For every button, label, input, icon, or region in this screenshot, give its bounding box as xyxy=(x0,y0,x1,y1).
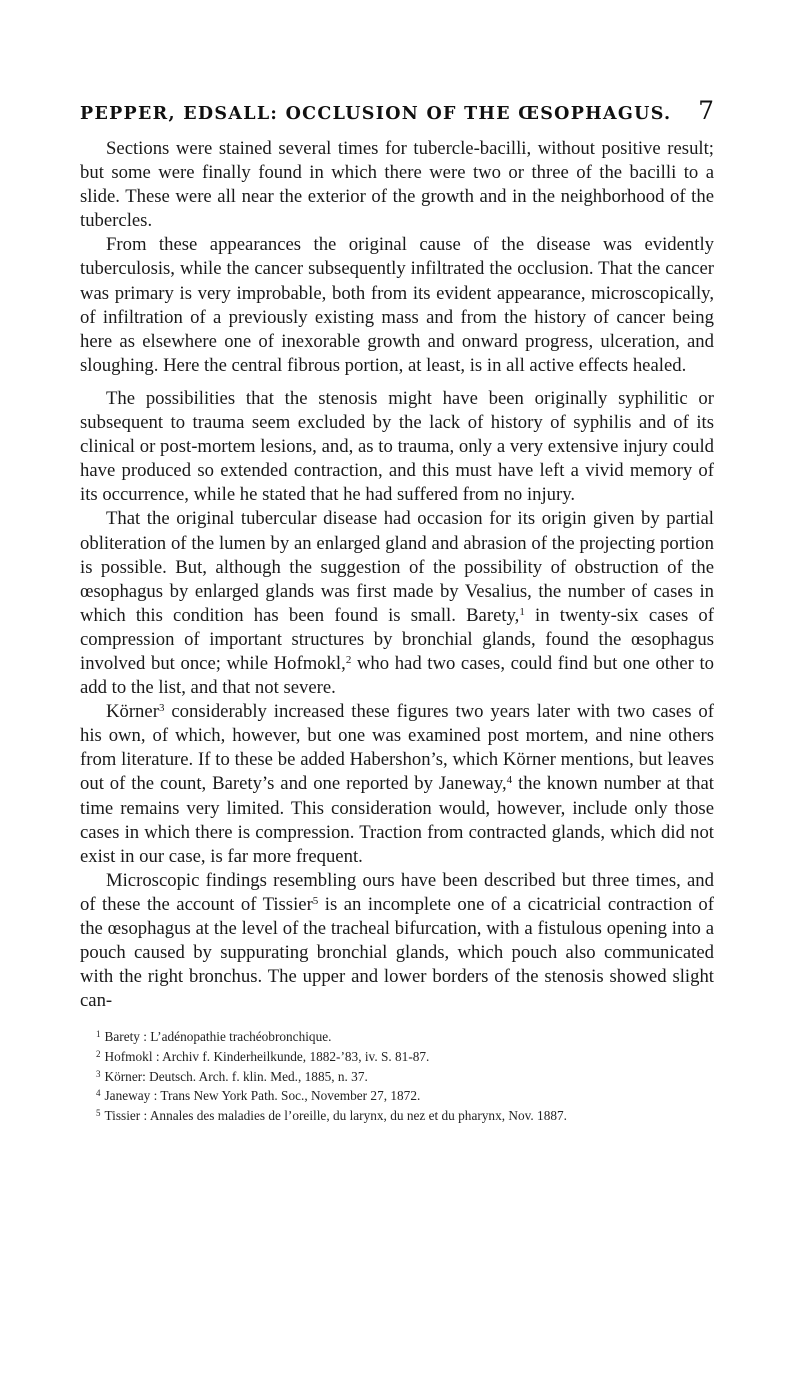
footnote-mark: 4 xyxy=(96,1088,101,1099)
footnote-mark: 3 xyxy=(96,1068,101,1079)
paragraph-text: is an incomplete one of a cicatricial contraction of the œsophagus at the level of the tracheal bifurcation, with a fistulous opening into a pouch caused by suppurating bronchial glands, which pouch also communicated with the right bronchus. The upper and lower borders of the stenosis showed slight can- xyxy=(80,893,714,1012)
footnote-mark: 1 xyxy=(96,1029,101,1040)
paragraph-text: who had two cases, could find but one other to add to the list, and that not severe. xyxy=(80,652,714,699)
footnote-mark: 5 xyxy=(96,1107,101,1118)
paragraph-text: Microscopic findings resembling ours have been described but three times, and of these the account of Tissier xyxy=(80,869,714,915)
paragraph-text: in twenty-six cases of compression of important structures by bronchial glands, found the œsophagus involved but once; while Hofmokl, xyxy=(80,604,714,674)
footnote xyxy=(80,1066,714,1086)
paragraph-text: considerably increased these figures two years later with two cases of his own, of which, however, but one was examined post mortem, and nine others from literature. If to these be added Habershon’s, which Körner mentions, but leaves out of the count, Barety’s and one reported by Janeway, xyxy=(80,701,714,795)
paragraph-text: From these appearances the original cause of the disease was evidently tuberculosis, while the cancer subsequently infiltrated the occlusion. That the cancer was primary is very improbable, both from its evident appearance, microscopically, of infiltration of a previously existing mass and from the history of cancer being here as elsewhere one of inexorable growth and onward progress, ulceration, and sloughing. Here the central fibrous portion, at least, is in all active effects healed. xyxy=(80,234,714,376)
footnotes xyxy=(80,1026,714,1124)
footnote xyxy=(80,1105,714,1125)
paragraph xyxy=(80,137,714,233)
paragraph xyxy=(80,233,714,378)
paragraph xyxy=(80,869,714,1014)
paragraph xyxy=(80,700,714,869)
footnote-ref[interactable]: 1 xyxy=(519,605,525,618)
footnote-text: Barety : L’adénopathie trachéobronchique. xyxy=(104,1029,332,1045)
footnote-ref[interactable]: 5 xyxy=(312,894,319,907)
page-number: 7 xyxy=(698,96,714,125)
footnote-mark: 2 xyxy=(96,1048,101,1059)
footnote-ref[interactable]: 2 xyxy=(345,653,352,666)
footnote xyxy=(80,1026,714,1046)
footnote xyxy=(80,1085,714,1105)
running-title: PEPPER, EDSALL: OCCLUSION OF THE ŒSOPHAGUS. xyxy=(80,104,672,124)
running-head xyxy=(80,96,714,125)
footnote-ref[interactable]: 3 xyxy=(158,702,165,715)
footnote-text: Tissier : Annales des maladies de l’oreille, du larynx, du nez et du pharynx, Nov. 1887. xyxy=(104,1107,567,1123)
footnote xyxy=(80,1046,714,1066)
paragraph xyxy=(80,507,714,700)
paragraph-text: the known number at that time remains very limited. This consideration would, however, include only those cases in which there is compression. Traction from contracted glands, which did not exist in our case, is far more frequent. xyxy=(80,773,715,867)
paragraph xyxy=(80,387,714,507)
footnote-ref[interactable]: 4 xyxy=(506,774,513,787)
paragraph-text: Körner xyxy=(106,701,159,723)
journal-page xyxy=(80,96,714,1124)
article-body xyxy=(80,137,714,1013)
footnote-text: Janeway : Trans New York Path. Soc., November 27, 1872. xyxy=(104,1088,421,1104)
paragraph-text: Sections were stained several times for tubercle-bacilli, without positive result; but some were finally found in which there were two or three of the bacilli to a slide. These were all near the exterior of the growth and in the neighborhood of the tubercles. xyxy=(80,138,714,232)
footnote-text: Körner: Deutsch. Arch. f. klin. Med., 1885, n. 37. xyxy=(104,1068,368,1084)
footnote-text: Hofmokl : Archiv f. Kinderheilkunde, 1882-’83, iv. S. 81-87. xyxy=(104,1048,430,1064)
paragraph-text: That the original tubercular disease had occasion for its origin given by partial obliteration of the lumen by an enlarged gland and abrasion of the projecting portion is possible. But, although the suggestion of the possibility of obstruction of the œsophagus by enlarged glands was first made by Vesalius, the number of cases in which this condition has been found is small. Barety, xyxy=(80,508,714,626)
paragraph-text: The possibilities that the stenosis might have been originally syphilitic or subsequent to trauma seem excluded by the lack of history of syphilis and of its clinical or post-mortem lesions, and, as to trauma, only a very extensive injury could have produced so extended contraction, and this must have left a vivid memory of its occurrence, while he stated that he had suffered from no injury. xyxy=(80,387,714,506)
